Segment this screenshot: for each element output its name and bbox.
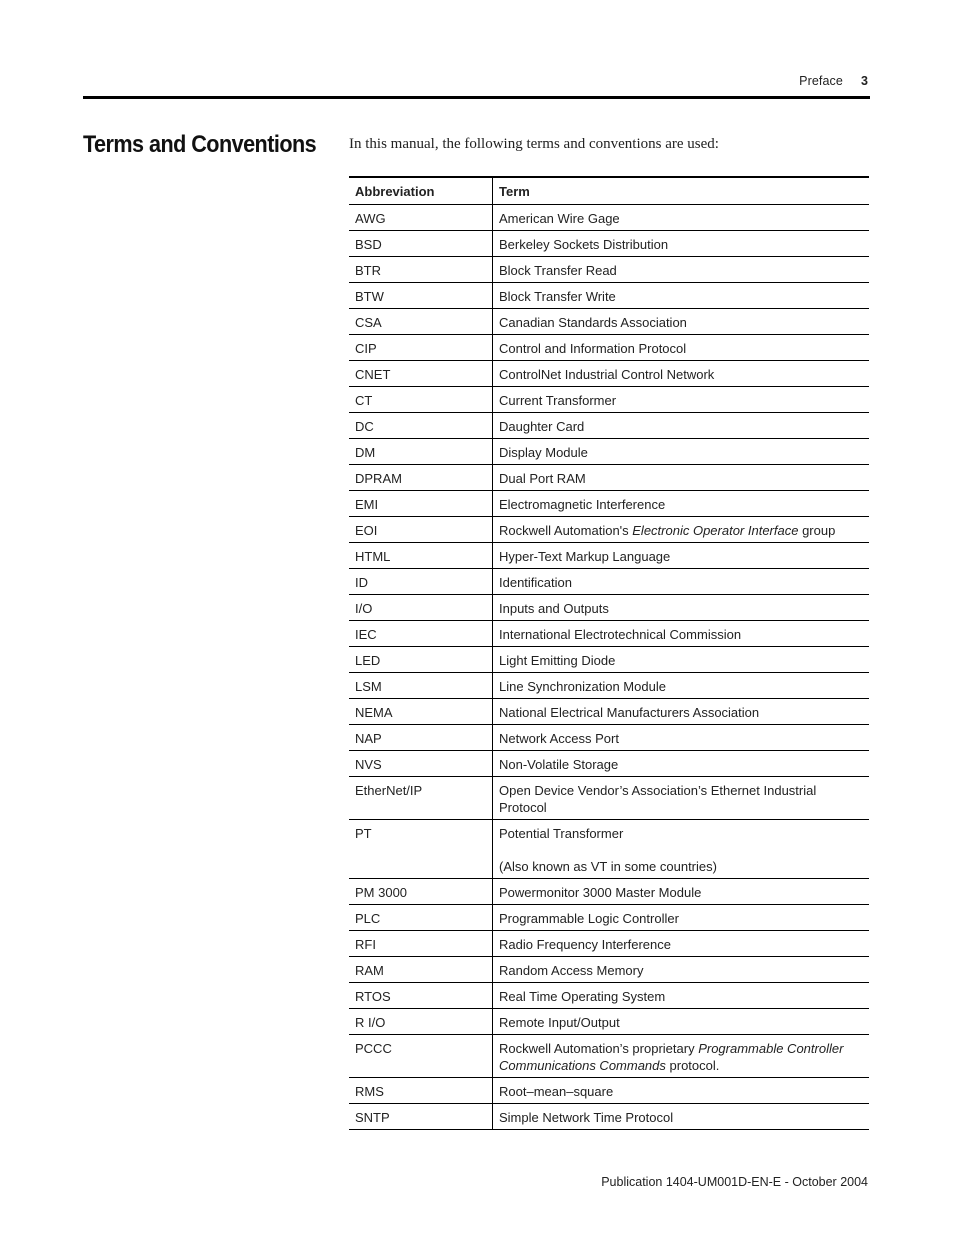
running-head-section: Preface [799,74,843,88]
term-text: Remote Input/Output [499,1015,620,1030]
table-header-row [349,177,869,205]
term-cell [493,569,870,595]
column-header-abbreviation: Abbreviation [349,177,493,205]
table-row [349,905,869,931]
term-cell [493,647,870,673]
abbreviation-cell: RTOS [349,983,493,1009]
abbreviation-cell: I/O [349,595,493,621]
term-text: Simple Network Time Protocol [499,1110,674,1125]
table-row [349,957,869,983]
page-number: 3 [860,74,868,88]
abbreviation-cell: CNET [349,361,493,387]
term-text-suffix: group [798,523,836,538]
term-text: Programmable Logic Controller [499,911,679,926]
term-text: American Wire Gage [499,211,620,226]
term-text: Powermonitor 3000 Master Module [499,885,702,900]
table-row [349,205,869,231]
term-text: Dual Port RAM [499,471,586,486]
term-emphasis: Electronic Operator Interface [632,523,799,538]
term-cell [493,439,870,465]
term-cell [493,931,870,957]
abbreviation-cell: CT [349,387,493,413]
term-cell [493,517,870,543]
table-row [349,543,869,569]
table-row [349,725,869,751]
term-cell [493,309,870,335]
abbreviation-cell: EOI [349,517,493,543]
term-cell [493,491,870,517]
term-text: Root–mean–square [499,1084,614,1099]
abbreviation-cell: EMI [349,491,493,517]
table-row [349,387,869,413]
table-row [349,439,869,465]
term-text: Light Emitting Diode [499,653,616,668]
table-row [349,569,869,595]
table-row [349,621,869,647]
section-title: Terms and Conventions [83,131,317,158]
table-row [349,595,869,621]
term-text: International Electrotechnical Commission [499,627,742,642]
table-row [349,1035,869,1078]
table-row [349,491,869,517]
publication-footer: Publication 1404-UM001D-EN-E - October 2004 [601,1175,868,1189]
term-cell [493,1104,870,1130]
table-row [349,820,869,879]
term-cell [493,257,870,283]
term-cell [493,957,870,983]
table-row [349,465,869,491]
term-text: Rockwell Automation’s proprietary [499,1041,699,1056]
abbreviation-cell: BTW [349,283,493,309]
term-cell [493,595,870,621]
column-header-term: Term [493,177,870,205]
term-cell [493,1035,870,1078]
term-cell [493,879,870,905]
abbreviation-cell: RAM [349,957,493,983]
table-row [349,699,869,725]
term-text: Block Transfer Write [499,289,616,304]
term-emphasis: Programmable Controller Communications Commands [499,1041,844,1073]
table-row [349,879,869,905]
term-cell [493,361,870,387]
running-head [799,74,868,88]
term-text: Random Access Memory [499,963,644,978]
terms-table [349,176,869,1130]
term-cell [493,777,870,820]
abbreviation-cell: PM 3000 [349,879,493,905]
abbreviation-cell: R I/O [349,1009,493,1035]
term-note: (Also known as VT in some countries) [499,859,717,874]
abbreviation-cell: DM [349,439,493,465]
abbreviation-cell: NAP [349,725,493,751]
term-text: Current Transformer [499,393,617,408]
abbreviation-cell: LED [349,647,493,673]
term-text: Real Time Operating System [499,989,666,1004]
term-cell [493,413,870,439]
term-text: Open Device Vendor’s Association’s Ethernet Industrial Protocol [499,783,817,815]
term-text: Rockwell Automation's [499,523,633,538]
term-text: Berkeley Sockets Distribution [499,237,669,252]
term-text: Display Module [499,445,588,460]
table-row [349,673,869,699]
term-text: Electromagnetic Interference [499,497,666,512]
term-cell [493,983,870,1009]
abbreviation-cell: SNTP [349,1104,493,1130]
abbreviation-cell: DC [349,413,493,439]
abbreviation-cell: ID [349,569,493,595]
abbreviation-cell: AWG [349,205,493,231]
header-rule [83,96,870,99]
table-row [349,361,869,387]
abbreviation-cell: IEC [349,621,493,647]
table-row [349,231,869,257]
term-cell [493,465,870,491]
term-cell [493,820,870,879]
term-text: Network Access Port [499,731,619,746]
term-text: Control and Information Protocol [499,341,687,356]
table-row [349,257,869,283]
terms-table-body [349,205,869,1130]
term-cell [493,621,870,647]
table-row [349,517,869,543]
term-cell [493,543,870,569]
term-cell [493,283,870,309]
table-row [349,309,869,335]
term-text: Inputs and Outputs [499,601,609,616]
abbreviation-cell: NVS [349,751,493,777]
term-text: Daughter Card [499,419,585,434]
term-text: Non-Volatile Storage [499,757,619,772]
table-row [349,1104,869,1130]
term-text-suffix: protocol. [665,1058,720,1073]
table-row [349,751,869,777]
abbreviation-cell: BTR [349,257,493,283]
abbreviation-cell: BSD [349,231,493,257]
abbreviation-cell: NEMA [349,699,493,725]
term-text: Identification [499,575,572,590]
abbreviation-cell: PCCC [349,1035,493,1078]
abbreviation-cell: PLC [349,905,493,931]
term-cell [493,905,870,931]
table-row [349,647,869,673]
table-row [349,777,869,820]
term-text: ControlNet Industrial Control Network [499,367,715,382]
abbreviation-cell: LSM [349,673,493,699]
table-row [349,335,869,361]
intro-text: In this manual, the following terms and conventions are used: [349,136,719,152]
table-row [349,1078,869,1104]
term-text: Radio Frequency Interference [499,937,671,952]
term-cell [493,699,870,725]
term-text: National Electrical Manufacturers Association [499,705,760,720]
abbreviation-cell: RFI [349,931,493,957]
paragraph-gap [499,842,863,858]
term-cell [493,335,870,361]
term-cell [493,387,870,413]
table-row [349,283,869,309]
table-row [349,931,869,957]
term-cell [493,673,870,699]
abbreviation-cell: PT [349,820,493,879]
abbreviation-cell: HTML [349,543,493,569]
term-cell [493,725,870,751]
table-row [349,1009,869,1035]
term-text: Potential Transformer [499,826,624,841]
term-cell [493,1009,870,1035]
term-text: Block Transfer Read [499,263,617,278]
table-row [349,983,869,1009]
table-row [349,413,869,439]
abbreviation-cell: CIP [349,335,493,361]
term-cell [493,1078,870,1104]
term-cell [493,205,870,231]
abbreviation-cell: RMS [349,1078,493,1104]
term-cell [493,751,870,777]
abbreviation-cell: CSA [349,309,493,335]
term-cell [493,231,870,257]
abbreviation-cell: EtherNet/IP [349,777,493,820]
term-text: Canadian Standards Association [499,315,687,330]
abbreviation-cell: DPRAM [349,465,493,491]
term-text: Line Synchronization Module [499,679,666,694]
term-text: Hyper-Text Markup Language [499,549,671,564]
